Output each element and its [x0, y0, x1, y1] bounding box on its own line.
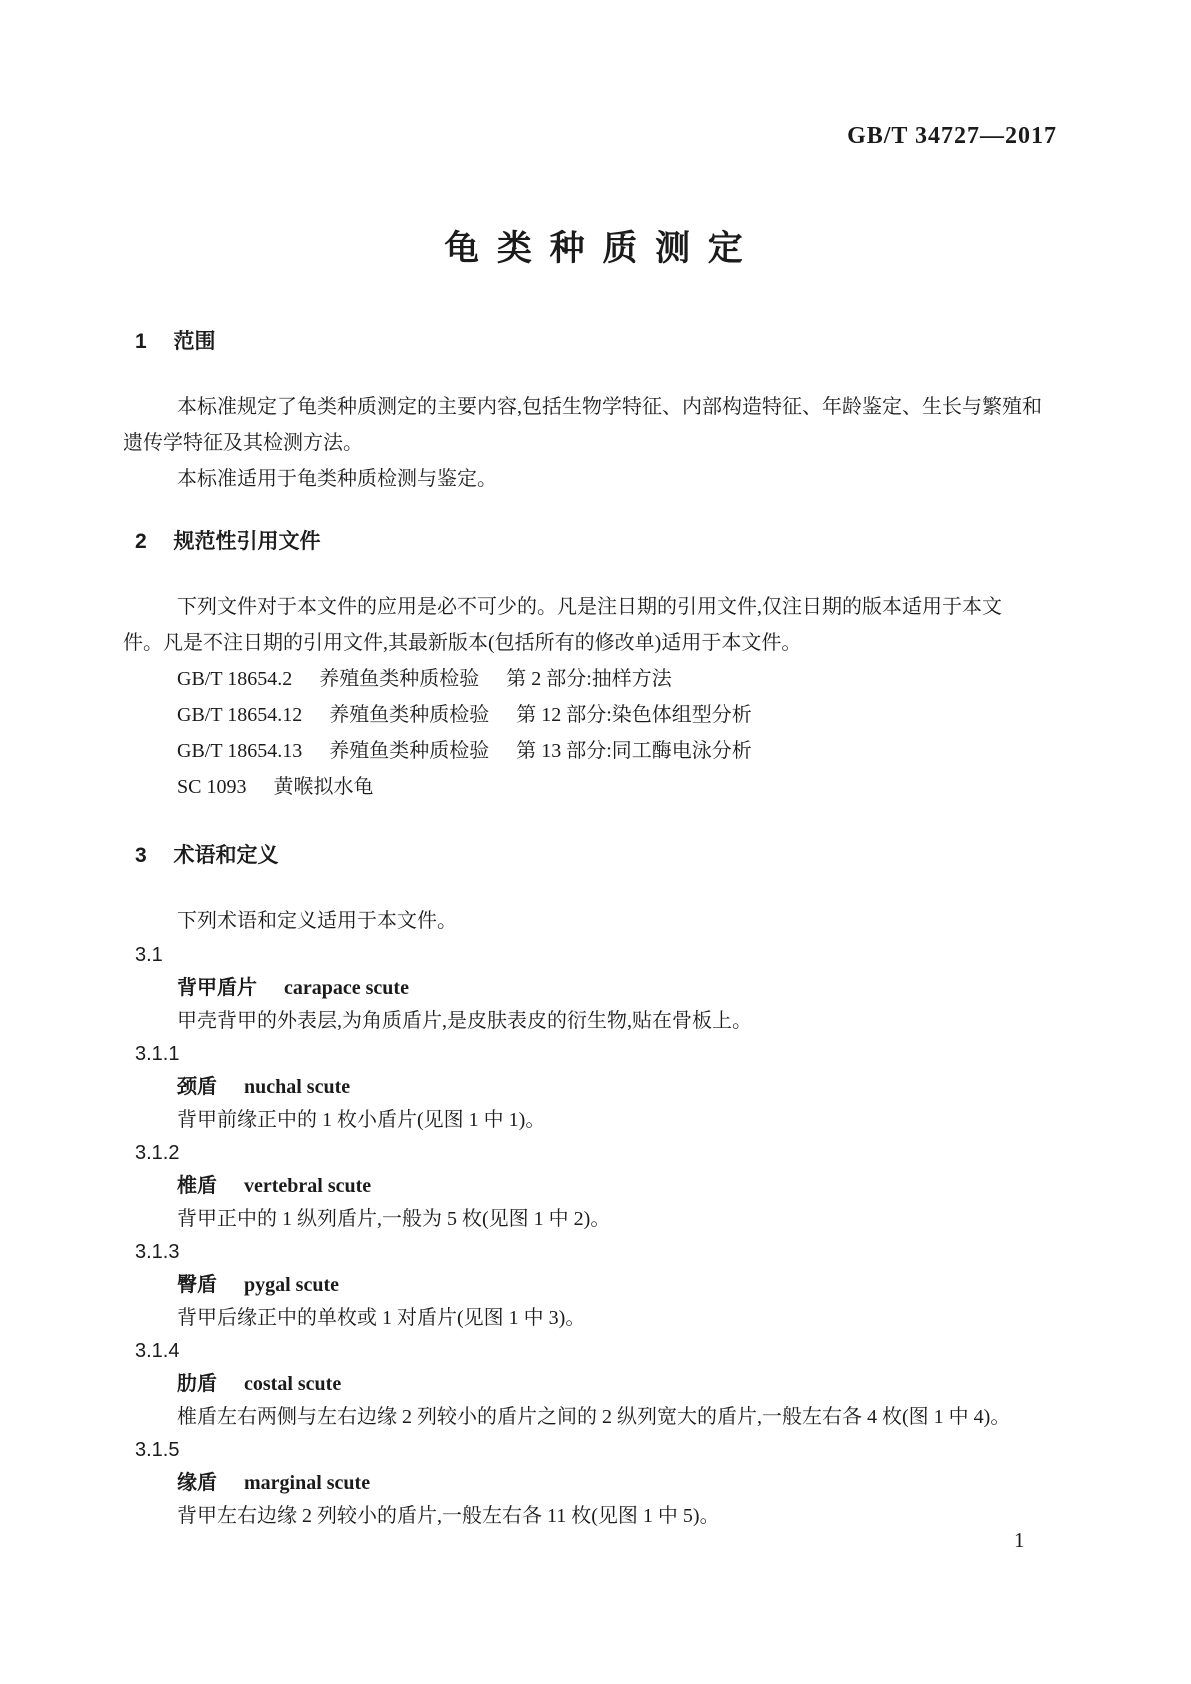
reference-item [123, 769, 1068, 805]
term-definition: 背甲正中的 1 纵列盾片,一般为 5 枚(见图 1 中 2)。 [177, 1208, 611, 1230]
paragraph-line: 遗传学特征及其检测方法。 [123, 432, 363, 454]
section-3-number: 3 [135, 844, 147, 867]
paragraph-line: 本标准适用于龟类种质检测与鉴定。 [177, 468, 497, 490]
reference-title: 黄喉拟水龟 [273, 776, 374, 798]
reference-code: GB/T 18654.2 [177, 668, 293, 690]
standard-code: GB/T 34727—2017 [847, 123, 1057, 149]
section-2-heading [123, 529, 1068, 555]
term-entry-3-1-1 [123, 1038, 1068, 1137]
term-name-zh: 颈盾 [177, 1076, 217, 1098]
term-definition: 椎盾左右两侧与左右边缘 2 列较小的盾片之间的 2 纵列宽大的盾片,一般左右各 4 枚(图 1 中 4)。 [177, 1406, 1011, 1428]
section-2-title: 规范性引用文件 [173, 530, 321, 553]
term-number: 3.1 [135, 944, 163, 966]
term-name [123, 1467, 1068, 1500]
paragraph-line: 件。凡是不注日期的引用文件,其最新版本(包括所有的修改单)适用于本文件。 [123, 632, 802, 654]
term-name [123, 1269, 1068, 1302]
reference-item [123, 697, 1068, 733]
term-entry-3-1-2 [123, 1137, 1068, 1236]
term-definition: 背甲后缘正中的单枚或 1 对盾片(见图 1 中 3)。 [177, 1307, 586, 1329]
term-name-en: costal scute [244, 1373, 342, 1395]
paragraph-line: 本标准规定了龟类种质测定的主要内容,包括生物学特征、内部构造特征、年龄鉴定、生长与繁殖和 [177, 396, 1042, 418]
reference-title: 养殖鱼类种质检验 [319, 668, 480, 690]
term-entry-3-1 [123, 939, 1068, 1038]
section-3-heading [123, 843, 1068, 869]
term-number: 3.1.3 [135, 1241, 180, 1263]
term-name-en: pygal scute [244, 1274, 339, 1296]
section-3-title: 术语和定义 [173, 844, 279, 867]
term-number: 3.1.4 [135, 1340, 180, 1362]
term-name-en: carapace scute [284, 977, 409, 999]
term-number: 3.1.1 [135, 1043, 180, 1065]
term-number: 3.1.5 [135, 1439, 180, 1461]
reference-part: 第 2 部分:抽样方法 [506, 668, 672, 690]
term-definition: 甲壳背甲的外表层,为角质盾片,是皮肤表皮的衍生物,贴在骨板上。 [177, 1010, 752, 1032]
document-title: 龟 类 种 质 测 定 [444, 229, 747, 268]
terms-list [123, 939, 1068, 1533]
term-name [123, 972, 1068, 1005]
term-name-zh: 缘盾 [177, 1472, 217, 1494]
reference-code: SC 1093 [177, 776, 247, 798]
term-name-zh: 椎盾 [177, 1175, 217, 1197]
term-definition: 背甲左右边缘 2 列较小的盾片,一般左右各 11 枚(见图 1 中 5)。 [177, 1505, 720, 1527]
term-name-zh: 臀盾 [177, 1274, 217, 1296]
reference-title: 养殖鱼类种质检验 [329, 704, 490, 726]
reference-title: 养殖鱼类种质检验 [329, 740, 490, 762]
section-1-heading [123, 329, 1068, 355]
term-definition: 背甲前缘正中的 1 枚小盾片(见图 1 中 1)。 [177, 1109, 546, 1131]
reference-item [123, 661, 1068, 697]
term-name-en: nuchal scute [244, 1076, 351, 1098]
section-1-title: 范围 [173, 330, 216, 353]
section-2-number: 2 [135, 530, 147, 553]
term-entry-3-1-4 [123, 1335, 1068, 1434]
reference-code: GB/T 18654.12 [177, 704, 303, 726]
term-name-zh: 背甲盾片 [177, 977, 257, 999]
term-name [123, 1170, 1068, 1203]
term-name [123, 1368, 1068, 1401]
term-number: 3.1.2 [135, 1142, 180, 1164]
page-number: 1 [1014, 1528, 1025, 1552]
term-name-zh: 肋盾 [177, 1373, 217, 1395]
reference-item [123, 733, 1068, 769]
term-entry-3-1-5 [123, 1434, 1068, 1533]
reference-part: 第 13 部分:同工酶电泳分析 [516, 740, 752, 762]
paragraph-line: 下列术语和定义适用于本文件。 [177, 910, 457, 932]
document-content [123, 329, 1068, 1533]
term-name-en: vertebral scute [244, 1175, 372, 1197]
term-name [123, 1071, 1068, 1104]
reference-code: GB/T 18654.13 [177, 740, 303, 762]
paragraph-line: 下列文件对于本文件的应用是必不可少的。凡是注日期的引用文件,仅注日期的版本适用于本文 [177, 596, 1002, 618]
reference-part: 第 12 部分:染色体组型分析 [516, 704, 752, 726]
term-name-en: marginal scute [244, 1472, 371, 1494]
section-1-number: 1 [135, 330, 147, 353]
term-entry-3-1-3 [123, 1236, 1068, 1335]
